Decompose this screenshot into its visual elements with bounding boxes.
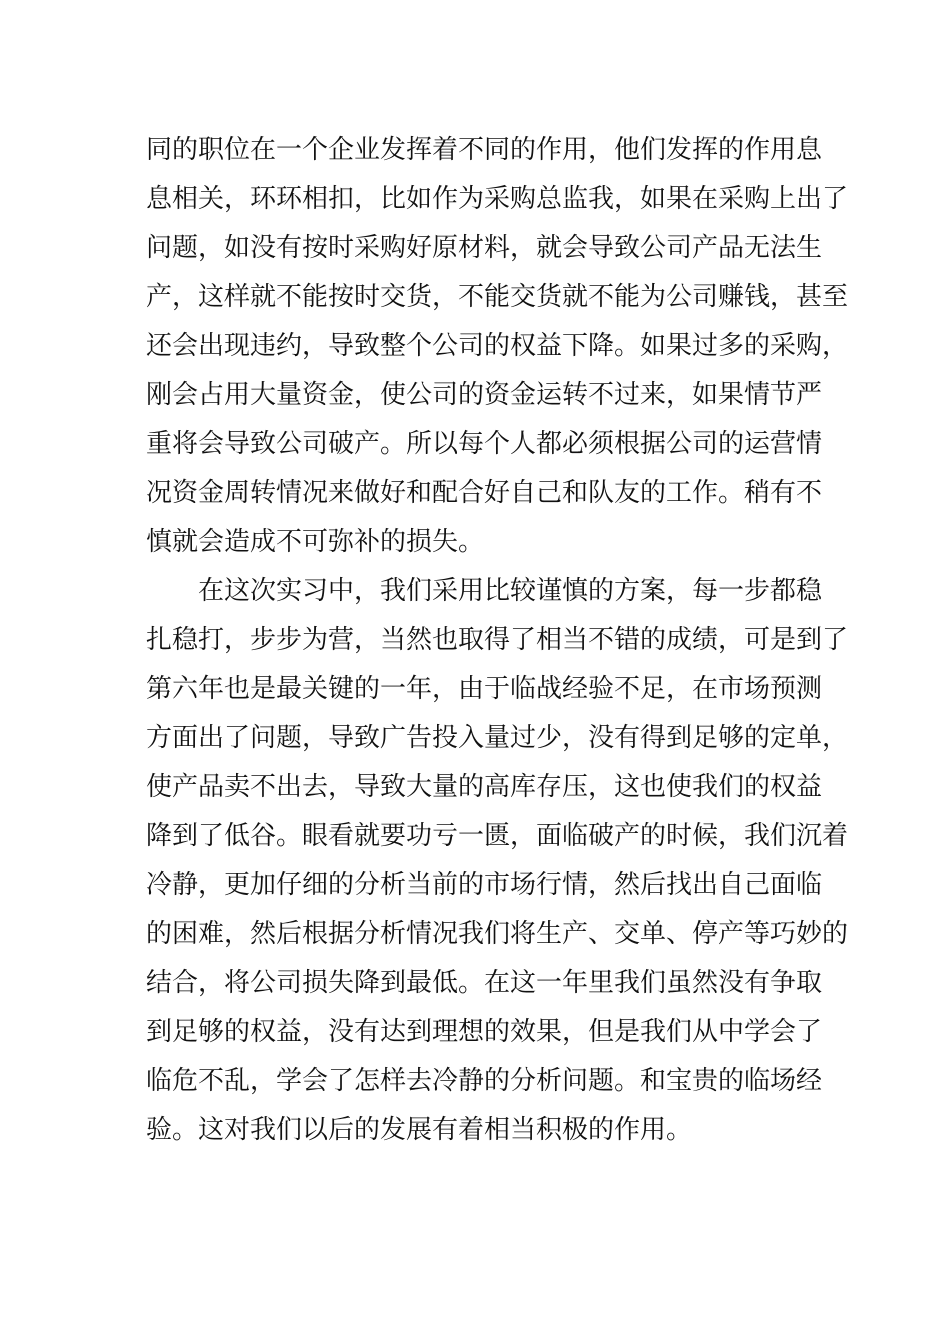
text-line: 方面出了问题，导致广告投入量过少，没有得到足够的定单， [146,723,849,753]
text-line: 重将会导致公司破产。所以每个人都必须根据公司的运营情 [146,429,823,459]
text-line: 息相关，环环相扣，比如作为采购总监我，如果在采购上出了 [146,184,849,214]
text-line: 问题，如没有按时采购好原材料，就会导致公司产品无法生 [146,233,823,263]
text-line: 产，这样就不能按时交货，不能交货就不能为公司赚钱，甚至 [146,282,849,312]
text-line: 验。这对我们以后的发展有着相当积极的作用。 [146,1115,693,1145]
text-line: 冷静，更加仔细的分析当前的市场行情，然后找出自己面临 [146,870,823,900]
text-line: 扎稳打，步步为营，当然也取得了相当不错的成绩，可是到了 [146,625,849,655]
text-line: 还会出现违约，导致整个公司的权益下降。如果过多的采购， [146,331,849,361]
text-line: 临危不乱，学会了怎样去冷静的分析问题。和宝贵的临场经 [146,1066,823,1096]
document-body [146,126,849,1155]
text-line: 在这次实习中，我们采用比较谨慎的方案，每一步都稳 [198,576,823,606]
text-line: 结合，将公司损失降到最低。在这一年里我们虽然没有争取 [146,968,823,998]
text-line: 同的职位在一个企业发挥着不同的作用，他们发挥的作用息 [146,135,823,165]
text-line: 第六年也是最关键的一年，由于临战经验不足，在市场预测 [146,674,823,704]
text-line: 慎就会造成不可弥补的损失。 [146,527,485,557]
text-line: 到足够的权益，没有达到理想的效果，但是我们从中学会了 [146,1017,823,1047]
text-line: 的困难，然后根据分析情况我们将生产、交单、停产等巧妙的 [146,919,849,949]
text-line: 刚会占用大量资金，使公司的资金运转不过来，如果情节严 [146,380,823,410]
text-line: 况资金周转情况来做好和配合好自己和队友的工作。稍有不 [146,478,823,508]
text-line: 降到了低谷。眼看就要功亏一匮，面临破产的时候，我们沉着 [146,821,849,851]
text-line: 使产品卖不出去，导致大量的高库存压，这也使我们的权益 [146,772,823,802]
